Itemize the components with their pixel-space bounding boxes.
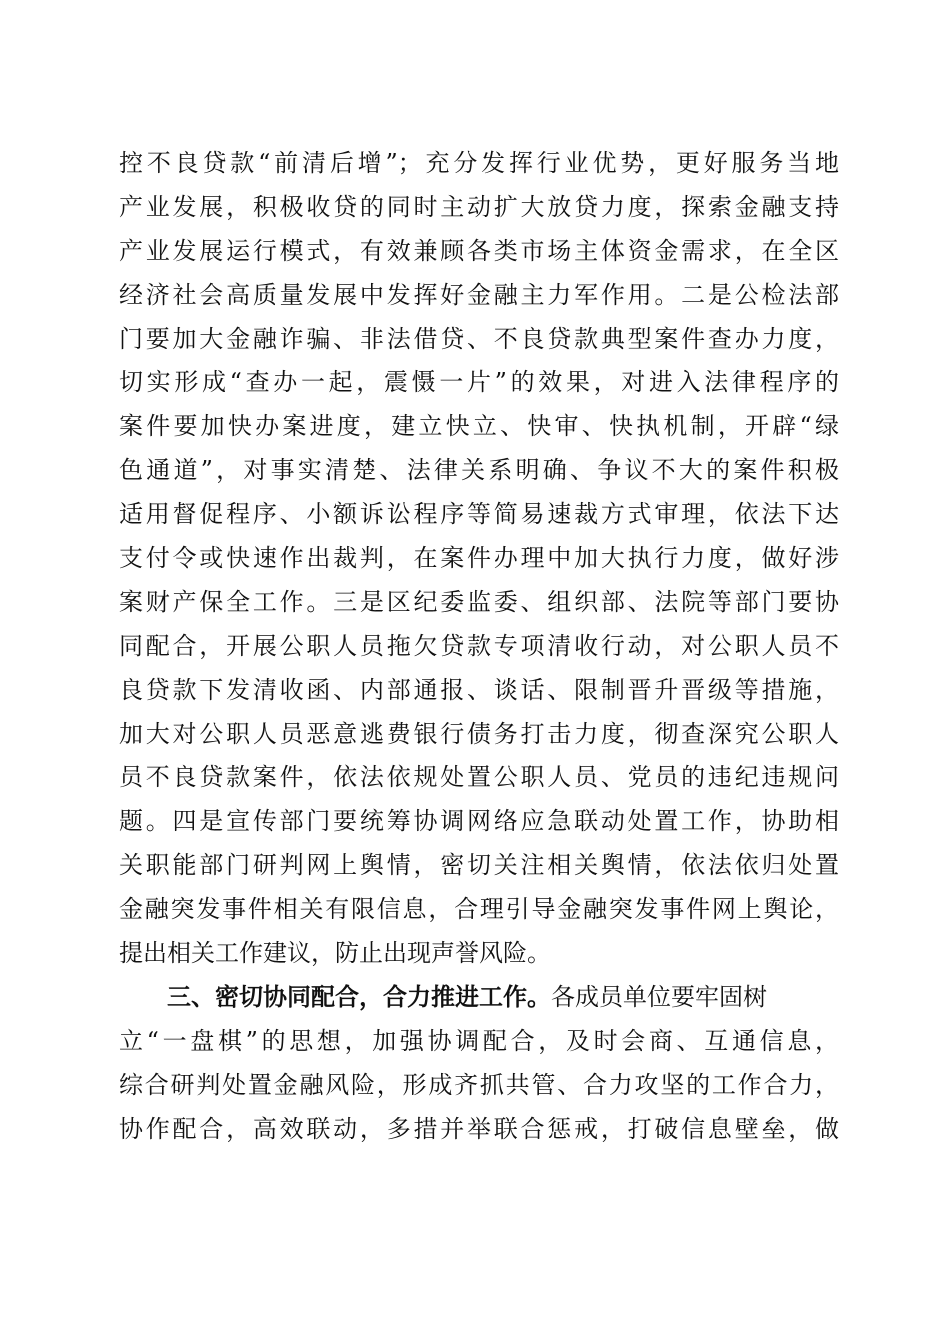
text-line: 良贷款下发清收函、内部通报、谈话、限制晋升晋级等措施，	[119, 675, 839, 704]
text-line: 切实形成“查办一起，震慑一片”的效果，对进入法律程序的	[119, 368, 839, 397]
text-line: 员不良贷款案件，依法依规处置公职人员、党员的违纪违规问	[119, 763, 839, 792]
text-line: 门要加大金融诈骗、非法借贷、不良贷款典型案件查办力度，	[119, 324, 839, 353]
text-line: 案财产保全工作。三是区纪委监委、组织部、法院等部门要协	[119, 587, 839, 616]
text-line: 支付令或快速作出裁判，在案件办理中加大执行力度，做好涉	[119, 544, 839, 573]
text-line: 加大对公职人员恶意逃费银行债务打击力度，彻查深究公职人	[119, 719, 839, 748]
paragraph-1	[119, 142, 839, 976]
text-line: 案件要加快办案进度，建立快立、快审、快执机制，开辟“绿	[119, 412, 839, 441]
text-line: 同配合，开展公职人员拖欠贷款专项清收行动，对公职人员不	[119, 631, 839, 660]
text-line: 产业发展，积极收贷的同时主动扩大放贷力度，探索金融支持	[119, 192, 839, 221]
body-text	[119, 142, 839, 1151]
text-line: 适用督促程序、小额诉讼程序等简易速裁方式审理，依法下达	[119, 500, 839, 529]
text-line: 关职能部门研判网上舆情，密切关注相关舆情，依法依归处置	[119, 851, 839, 880]
text-run: 各成员单位要牢固树	[551, 982, 767, 1011]
text-line: 题。四是宣传部门要统筹协调网络应急联动处置工作，协助相	[119, 807, 839, 836]
section-heading: 三、密切协同配合，合力推进工作。	[167, 982, 551, 1011]
text-line: 金融突发事件相关有限信息，合理引导金融突发事件网上舆论，	[119, 895, 839, 924]
paragraph-2-first-line	[119, 976, 839, 1020]
text-line: 经济社会高质量发展中发挥好金融主力军作用。二是公检法部	[119, 280, 839, 309]
text-line: 控不良贷款“前清后增”；充分发挥行业优势，更好服务当地	[119, 149, 839, 177]
text-line: 综合研判处置金融风险，形成齐抓共管、合力攻坚的工作合力，	[119, 1070, 839, 1099]
text-line: 产业发展运行模式，有效兼顾各类市场主体资金需求，在全区	[119, 236, 839, 265]
text-line: 色通道”，对事实清楚、法律关系明确、争议不大的案件积极	[119, 456, 839, 485]
text-line: 提出相关工作建议，防止出现声誉风险。	[119, 939, 551, 968]
text-line: 立“一盘棋”的思想，加强协调配合，及时会商、互通信息，	[119, 1026, 839, 1055]
text-line: 协作配合，高效联动，多措并举联合惩戒，打破信息壁垒，做	[119, 1114, 839, 1143]
paragraph-2	[119, 976, 839, 1152]
